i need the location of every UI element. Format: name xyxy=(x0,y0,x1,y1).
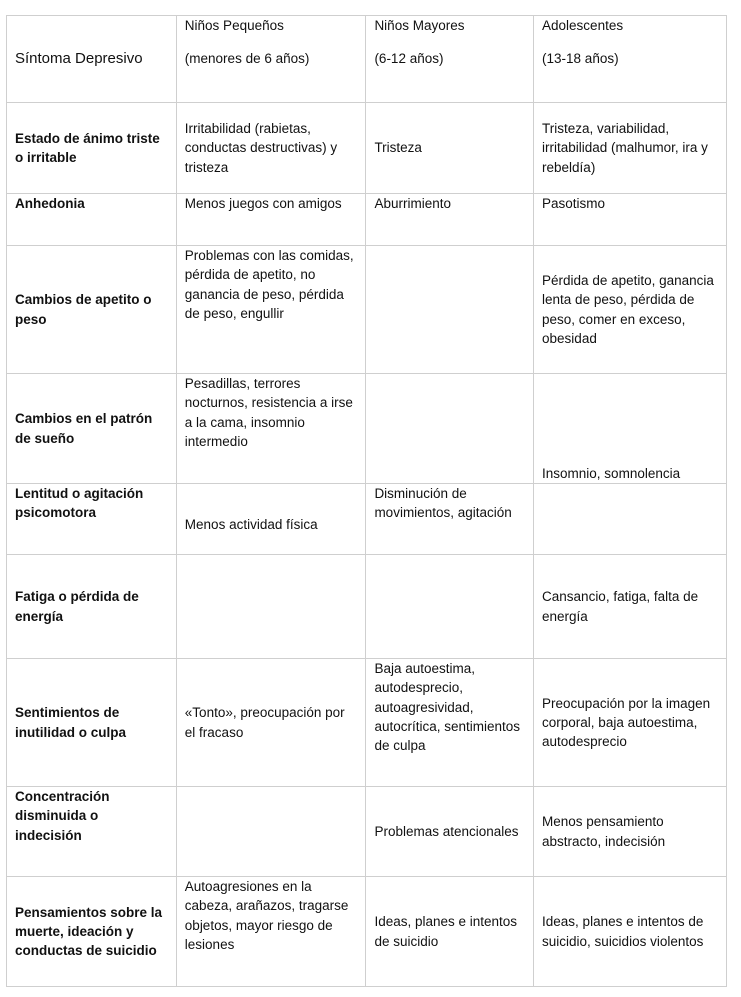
adolescents-cell: Pasotismo xyxy=(534,194,727,246)
symptom-cell: Concentración disminuida o indecisión xyxy=(7,787,177,877)
small-children-cell xyxy=(176,555,366,659)
older-children-cell: Problemas atencionales xyxy=(366,787,534,877)
group-name: Adolescentes xyxy=(542,18,624,33)
table-row xyxy=(7,194,727,246)
header-group-older-children xyxy=(366,16,534,103)
symptom-cell: Pensamientos sobre la muerte, ideación y conductas de suicidio xyxy=(7,877,177,987)
adolescents-cell: Preocupación por la imagen corporal, baja autoestima, autodesprecio xyxy=(534,659,727,787)
table-row xyxy=(7,484,727,555)
small-children-cell: Autoagresiones en la cabeza, arañazos, tragarse objetos, mayor riesgo de lesiones xyxy=(176,877,366,987)
older-children-cell xyxy=(366,555,534,659)
table-row xyxy=(7,555,727,659)
adolescents-cell xyxy=(534,484,727,555)
older-children-cell: Ideas, planes e intentos de suicidio xyxy=(366,877,534,987)
symptom-cell: Cambios de apetito o peso xyxy=(7,246,177,374)
older-children-cell: Baja autoestima, autodesprecio, autoagresividad, autocrítica, sentimientos de culpa xyxy=(366,659,534,787)
table-row xyxy=(7,877,727,987)
adolescents-cell: Insomnio, somnolencia xyxy=(534,374,727,484)
symptom-cell: Sentimientos de inutilidad o culpa xyxy=(7,659,177,787)
older-children-cell: Aburrimiento xyxy=(366,194,534,246)
header-group-small-children xyxy=(176,16,366,103)
header-group-adolescents xyxy=(534,16,727,103)
adolescents-cell: Menos pensamiento abstracto, indecisión xyxy=(534,787,727,877)
table-header-row xyxy=(7,16,727,103)
older-children-cell xyxy=(366,246,534,374)
adolescents-cell: Pérdida de apetito, ganancia lenta de peso, pérdida de peso, comer en exceso, obesidad xyxy=(534,246,727,374)
small-children-cell: Pesadillas, terrores nocturnos, resistencia a irse a la cama, insomnio intermedio xyxy=(176,374,366,484)
symptom-cell: Fatiga o pérdida de energía xyxy=(7,555,177,659)
adolescents-cell: Ideas, planes e intentos de suicidio, suicidios violentos xyxy=(534,877,727,987)
header-symptom: Síntoma Depresivo xyxy=(7,16,177,103)
group-name: Niños Mayores xyxy=(374,18,465,33)
table-row xyxy=(7,103,727,194)
symptom-cell: Lentitud o agitación psicomotora xyxy=(7,484,177,555)
older-children-cell xyxy=(366,374,534,484)
group-range: (menores de 6 años) xyxy=(184,51,310,67)
small-children-cell: Menos actividad física xyxy=(176,484,366,555)
group-range: (6-12 años) xyxy=(374,51,444,67)
table-row xyxy=(7,246,727,374)
small-children-cell: Menos juegos con amigos xyxy=(176,194,366,246)
table-row xyxy=(7,374,727,484)
table-row xyxy=(7,787,727,877)
adolescents-cell: Cansancio, fatiga, falta de energía xyxy=(534,555,727,659)
symptom-cell: Anhedonia xyxy=(7,194,177,246)
adolescents-cell: Tristeza, variabilidad, irritabilidad (malhumor, ira y rebeldía) xyxy=(534,103,727,194)
table-row xyxy=(7,659,727,787)
group-range: (13-18 años) xyxy=(542,51,619,67)
small-children-cell: «Tonto», preocupación por el fracaso xyxy=(176,659,366,787)
small-children-cell: Irritabilidad (rabietas, conductas destructivas) y tristeza xyxy=(176,103,366,194)
symptom-cell: Estado de ánimo triste o irritable xyxy=(7,103,177,194)
older-children-cell: Disminución de movimientos, agitación xyxy=(366,484,534,555)
small-children-cell: Problemas con las comidas, pérdida de apetito, no ganancia de peso, pérdida de peso, engullir xyxy=(176,246,366,374)
small-children-cell xyxy=(176,787,366,877)
depressive-symptoms-table xyxy=(6,15,727,987)
symptom-cell: Cambios en el patrón de sueño xyxy=(7,374,177,484)
older-children-cell: Tristeza xyxy=(366,103,534,194)
group-name: Niños Pequeños xyxy=(184,18,284,33)
